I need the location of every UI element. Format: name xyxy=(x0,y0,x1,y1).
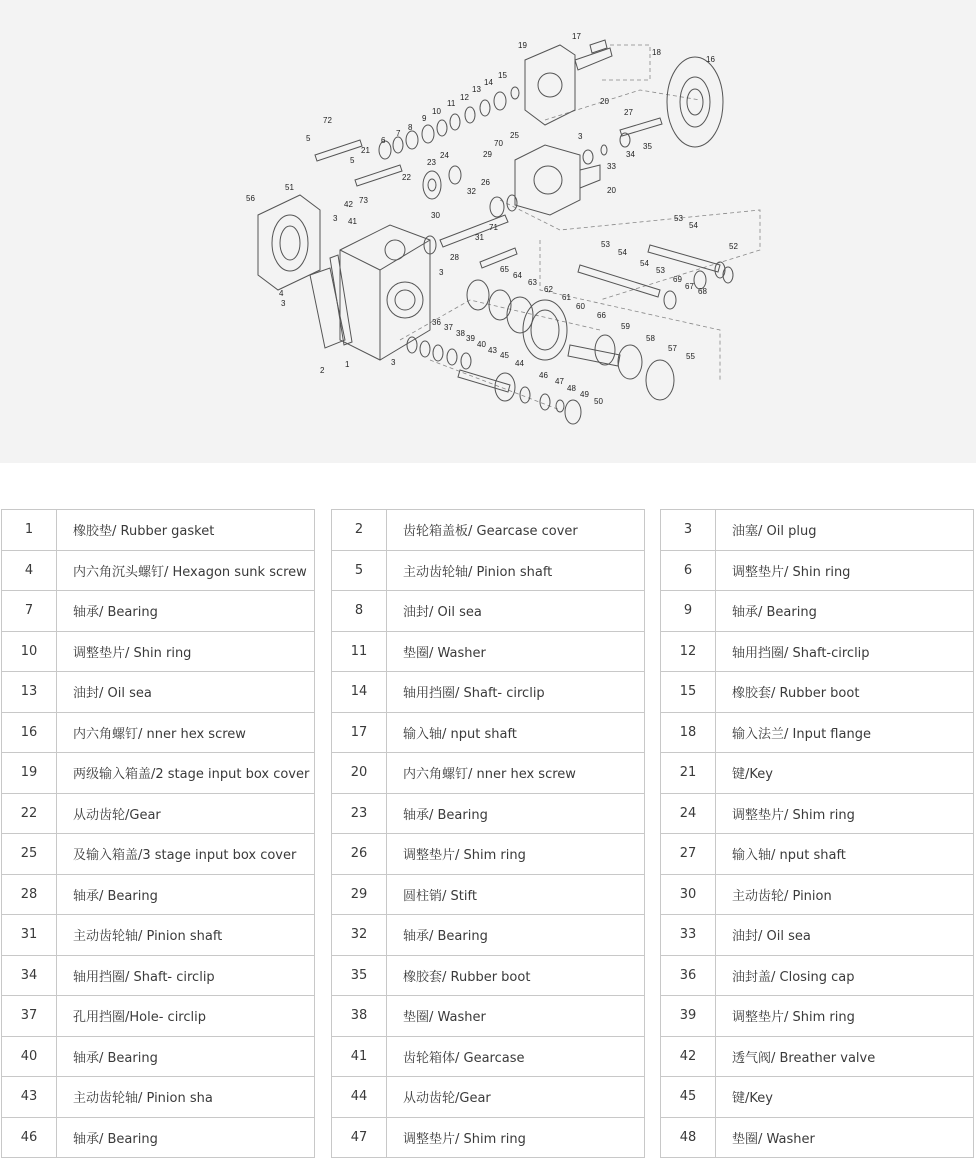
part-name: 调整垫片/ Shim ring xyxy=(716,793,974,834)
table-row xyxy=(2,1036,315,1077)
part-number: 40 xyxy=(2,1036,57,1077)
part-number: 15 xyxy=(661,672,716,713)
part-name: 油封/ Oil sea xyxy=(57,672,315,713)
part-number: 19 xyxy=(2,753,57,794)
part-name: 内六角沉头螺钉/ Hexagon sunk screw xyxy=(57,550,315,591)
callout-46: 46 xyxy=(539,371,548,380)
callout-39: 39 xyxy=(466,334,475,343)
part-name: 主动齿轮/ Pinion xyxy=(716,874,974,915)
callout-59: 59 xyxy=(621,322,630,331)
part-number: 42 xyxy=(661,1036,716,1077)
part-name: 垫圈/ Washer xyxy=(387,631,645,672)
part-name: 垫圈/ Washer xyxy=(716,1117,974,1158)
part-name: 键/Key xyxy=(716,753,974,794)
table-row xyxy=(2,1117,315,1158)
callout-32: 32 xyxy=(467,187,476,196)
callout-3c: 3 xyxy=(281,299,286,308)
callout-55: 55 xyxy=(686,352,695,361)
table-row xyxy=(332,955,645,996)
part-number: 27 xyxy=(661,834,716,875)
callout-60: 60 xyxy=(576,302,585,311)
table-row xyxy=(2,1077,315,1118)
part-number: 32 xyxy=(332,915,387,956)
callout-31: 31 xyxy=(475,233,484,242)
callout-3e: 3 xyxy=(578,132,583,141)
callout-27: 27 xyxy=(624,108,633,117)
part-number: 14 xyxy=(332,672,387,713)
part-name: 主动齿轮轴/ Pinion sha xyxy=(57,1077,315,1118)
parts-table-column-1 xyxy=(1,509,315,1158)
table-row xyxy=(661,874,974,915)
part-name: 输入轴/ nput shaft xyxy=(716,834,974,875)
callout-11: 11 xyxy=(447,99,456,108)
callout-53c: 53 xyxy=(656,266,665,275)
part-number: 26 xyxy=(332,834,387,875)
part-number: 5 xyxy=(332,550,387,591)
table-row xyxy=(332,591,645,632)
part-name: 轴承/ Bearing xyxy=(716,591,974,632)
table-row xyxy=(661,631,974,672)
table-row xyxy=(332,874,645,915)
table-row xyxy=(661,591,974,632)
part-number: 36 xyxy=(661,955,716,996)
part-number: 43 xyxy=(2,1077,57,1118)
part-number: 39 xyxy=(661,996,716,1037)
callout-40: 40 xyxy=(477,340,486,349)
callout-64: 64 xyxy=(513,271,522,280)
callout-41: 41 xyxy=(348,217,357,226)
callout-50: 50 xyxy=(594,397,603,406)
part-number: 44 xyxy=(332,1077,387,1118)
callout-15: 15 xyxy=(498,71,507,80)
table-row xyxy=(661,510,974,551)
part-number: 24 xyxy=(661,793,716,834)
callout-47: 47 xyxy=(555,377,564,386)
parts-table-column-2 xyxy=(331,509,645,1158)
table-row xyxy=(2,874,315,915)
callout-36: 36 xyxy=(432,318,441,327)
callout-68: 68 xyxy=(698,287,707,296)
part-number: 48 xyxy=(661,1117,716,1158)
callout-37: 37 xyxy=(444,323,453,332)
table-row xyxy=(2,996,315,1037)
callout-19: 19 xyxy=(518,41,527,50)
part-name: 及输入箱盖/3 stage input box cover xyxy=(57,834,315,875)
part-name: 轴用挡圈/ Shaft-circlip xyxy=(716,631,974,672)
part-name: 橡胶套/ Rubber boot xyxy=(716,672,974,713)
part-name: 键/Key xyxy=(716,1077,974,1118)
flange-part xyxy=(258,195,320,290)
callout-25: 25 xyxy=(510,131,519,140)
part-name: 从动齿轮/Gear xyxy=(387,1077,645,1118)
table-row xyxy=(332,672,645,713)
callout-43: 43 xyxy=(488,346,497,355)
table-row xyxy=(332,753,645,794)
callout-28: 28 xyxy=(450,253,459,262)
part-number: 20 xyxy=(332,753,387,794)
part-name: 两级输入箱盖/2 stage input box cover xyxy=(57,753,315,794)
callout-34: 34 xyxy=(626,150,635,159)
table-row xyxy=(2,793,315,834)
part-number: 38 xyxy=(332,996,387,1037)
part-name: 轴承/ Bearing xyxy=(387,915,645,956)
three-stage-cover-part xyxy=(515,145,600,215)
part-number: 29 xyxy=(332,874,387,915)
table-row xyxy=(332,550,645,591)
callout-13: 13 xyxy=(472,85,481,94)
table-row xyxy=(661,955,974,996)
part-number: 30 xyxy=(661,874,716,915)
table-row xyxy=(661,550,974,591)
part-name: 轴承/ Bearing xyxy=(57,591,315,632)
part-name: 透气阀/ Breather valve xyxy=(716,1036,974,1077)
table-row xyxy=(661,915,974,956)
part-name: 齿轮箱盖板/ Gearcase cover xyxy=(387,510,645,551)
callout-54b: 54 xyxy=(618,248,627,257)
callout-9: 9 xyxy=(422,114,427,123)
table-row xyxy=(2,955,315,996)
part-number: 21 xyxy=(661,753,716,794)
callout-35: 35 xyxy=(643,142,652,151)
part-name: 主动齿轮轴/ Pinion shaft xyxy=(57,915,315,956)
part-name: 输入轴/ nput shaft xyxy=(387,712,645,753)
part-name: 垫圈/ Washer xyxy=(387,996,645,1037)
part-number: 31 xyxy=(2,915,57,956)
input-box-cover-part xyxy=(525,45,612,125)
part-number: 34 xyxy=(2,955,57,996)
part-name: 橡胶垫/ Rubber gasket xyxy=(57,510,315,551)
exploded-view-drawing xyxy=(0,0,976,463)
callout-49: 49 xyxy=(580,390,589,399)
table-row xyxy=(661,1117,974,1158)
callout-33: 33 xyxy=(607,162,616,171)
part-name: 调整垫片/ Shim ring xyxy=(716,996,974,1037)
part-number: 45 xyxy=(661,1077,716,1118)
part-number: 1 xyxy=(2,510,57,551)
table-row xyxy=(332,1077,645,1118)
callout-73: 73 xyxy=(359,196,368,205)
part-name: 从动齿轮/Gear xyxy=(57,793,315,834)
callout-30: 30 xyxy=(431,211,440,220)
part-number: 33 xyxy=(661,915,716,956)
part-name: 轴承/ Bearing xyxy=(57,874,315,915)
part-number: 37 xyxy=(2,996,57,1037)
part-number: 10 xyxy=(2,631,57,672)
part-number: 12 xyxy=(661,631,716,672)
part-number: 4 xyxy=(2,550,57,591)
callout-21: 21 xyxy=(361,146,370,155)
part-number: 17 xyxy=(332,712,387,753)
table-row xyxy=(332,834,645,875)
callout-53b: 53 xyxy=(601,240,610,249)
callout-6: 6 xyxy=(381,136,386,145)
callout-52: 52 xyxy=(729,242,738,251)
table-row xyxy=(332,712,645,753)
part-name: 齿轮箱体/ Gearcase xyxy=(387,1036,645,1077)
part-number: 7 xyxy=(2,591,57,632)
table-row xyxy=(2,712,315,753)
part-name: 主动齿轮轴/ Pinion shaft xyxy=(387,550,645,591)
callout-20a: 20 xyxy=(600,97,609,106)
shafts-part xyxy=(315,40,720,392)
callout-48: 48 xyxy=(567,384,576,393)
table-row xyxy=(661,1036,974,1077)
part-name: 轴承/ Bearing xyxy=(387,793,645,834)
part-number: 9 xyxy=(661,591,716,632)
table-row xyxy=(332,996,645,1037)
part-name: 油塞/ Oil plug xyxy=(716,510,974,551)
part-name: 圆柱销/ Stift xyxy=(387,874,645,915)
callout-63: 63 xyxy=(528,278,537,287)
callout-8: 8 xyxy=(408,123,413,132)
table-row xyxy=(2,915,315,956)
callout-51: 51 xyxy=(285,183,294,192)
part-name: 调整垫片/ Shim ring xyxy=(387,1117,645,1158)
callout-4: 4 xyxy=(279,289,284,298)
callout-3b: 3 xyxy=(391,358,396,367)
callout-71: 71 xyxy=(489,223,498,232)
part-number: 13 xyxy=(2,672,57,713)
part-name: 轴承/ Bearing xyxy=(57,1117,315,1158)
part-name: 输入法兰/ Input flange xyxy=(716,712,974,753)
part-name: 轴用挡圈/ Shaft- circlip xyxy=(57,955,315,996)
callout-18: 18 xyxy=(652,48,661,57)
part-number: 22 xyxy=(2,793,57,834)
callout-56: 56 xyxy=(246,194,255,203)
table-row xyxy=(661,712,974,753)
part-number: 47 xyxy=(332,1117,387,1158)
table-row xyxy=(332,510,645,551)
callout-62: 62 xyxy=(544,285,553,294)
callout-3d: 3 xyxy=(439,268,444,277)
callout-16: 16 xyxy=(706,55,715,64)
callout-67: 67 xyxy=(685,282,694,291)
parts-table-column-3 xyxy=(660,509,974,1158)
callout-72: 72 xyxy=(323,116,332,125)
callout-23: 23 xyxy=(427,158,436,167)
callout-66: 66 xyxy=(597,311,606,320)
callout-29: 29 xyxy=(483,150,492,159)
part-name: 调整垫片/ Shin ring xyxy=(716,550,974,591)
table-row xyxy=(2,834,315,875)
callout-53a: 53 xyxy=(674,214,683,223)
part-number: 35 xyxy=(332,955,387,996)
part-name: 轴承/ Bearing xyxy=(57,1036,315,1077)
part-number: 46 xyxy=(2,1117,57,1158)
part-number: 41 xyxy=(332,1036,387,1077)
table-row xyxy=(2,550,315,591)
table-row xyxy=(332,915,645,956)
callout-26: 26 xyxy=(481,178,490,187)
part-name: 橡胶套/ Rubber boot xyxy=(387,955,645,996)
part-number: 18 xyxy=(661,712,716,753)
callout-44: 44 xyxy=(515,359,524,368)
callout-17: 17 xyxy=(572,32,581,41)
part-name: 轴用挡圈/ Shaft- circlip xyxy=(387,672,645,713)
exploded-diagram xyxy=(0,0,976,463)
callout-58: 58 xyxy=(646,334,655,343)
part-name: 孔用挡圈/Hole- circlip xyxy=(57,996,315,1037)
table-row xyxy=(332,1117,645,1158)
table-row xyxy=(2,672,315,713)
callout-20b: 20 xyxy=(607,186,616,195)
callout-5a: 5 xyxy=(306,134,311,143)
table-row xyxy=(2,510,315,551)
part-name: 内六角螺钉/ nner hex screw xyxy=(387,753,645,794)
callout-45: 45 xyxy=(500,351,509,360)
part-name: 调整垫片/ Shim ring xyxy=(387,834,645,875)
callout-7: 7 xyxy=(396,129,401,138)
table-row xyxy=(2,753,315,794)
part-number: 6 xyxy=(661,550,716,591)
callout-3a: 3 xyxy=(333,214,338,223)
callout-14: 14 xyxy=(484,78,493,87)
callout-65: 65 xyxy=(500,265,509,274)
part-number: 3 xyxy=(661,510,716,551)
part-name: 油封盖/ Closing cap xyxy=(716,955,974,996)
part-name: 油封/ Oil sea xyxy=(716,915,974,956)
part-number: 11 xyxy=(332,631,387,672)
part-number: 23 xyxy=(332,793,387,834)
callout-54c: 54 xyxy=(640,259,649,268)
callout-12: 12 xyxy=(460,93,469,102)
callout-42: 42 xyxy=(344,200,353,209)
callout-61: 61 xyxy=(562,293,571,302)
gears-bearings-part xyxy=(379,87,733,424)
table-row xyxy=(661,996,974,1037)
callout-2: 2 xyxy=(320,366,325,375)
table-row xyxy=(332,631,645,672)
table-row xyxy=(661,1077,974,1118)
callout-57: 57 xyxy=(668,344,677,353)
callout-10: 10 xyxy=(432,107,441,116)
table-row xyxy=(661,753,974,794)
part-number: 28 xyxy=(2,874,57,915)
part-number: 8 xyxy=(332,591,387,632)
table-row xyxy=(332,1036,645,1077)
part-number: 2 xyxy=(332,510,387,551)
part-name: 油封/ Oil sea xyxy=(387,591,645,632)
callout-38: 38 xyxy=(456,329,465,338)
callout-24: 24 xyxy=(440,151,449,160)
part-name: 调整垫片/ Shin ring xyxy=(57,631,315,672)
input-flange-part xyxy=(667,57,723,147)
table-row xyxy=(332,793,645,834)
table-row xyxy=(2,631,315,672)
gearcase-part xyxy=(340,225,430,360)
callout-70: 70 xyxy=(494,139,503,148)
table-row xyxy=(2,591,315,632)
callout-22: 22 xyxy=(402,173,411,182)
callout-69: 69 xyxy=(673,275,682,284)
callout-5b: 5 xyxy=(350,156,355,165)
callout-54a: 54 xyxy=(689,221,698,230)
table-row xyxy=(661,793,974,834)
table-row xyxy=(661,672,974,713)
table-row xyxy=(661,834,974,875)
part-number: 25 xyxy=(2,834,57,875)
rubber-gasket-part xyxy=(330,255,352,345)
callout-1: 1 xyxy=(345,360,350,369)
part-name: 内六角螺钉/ nner hex screw xyxy=(57,712,315,753)
part-number: 16 xyxy=(2,712,57,753)
